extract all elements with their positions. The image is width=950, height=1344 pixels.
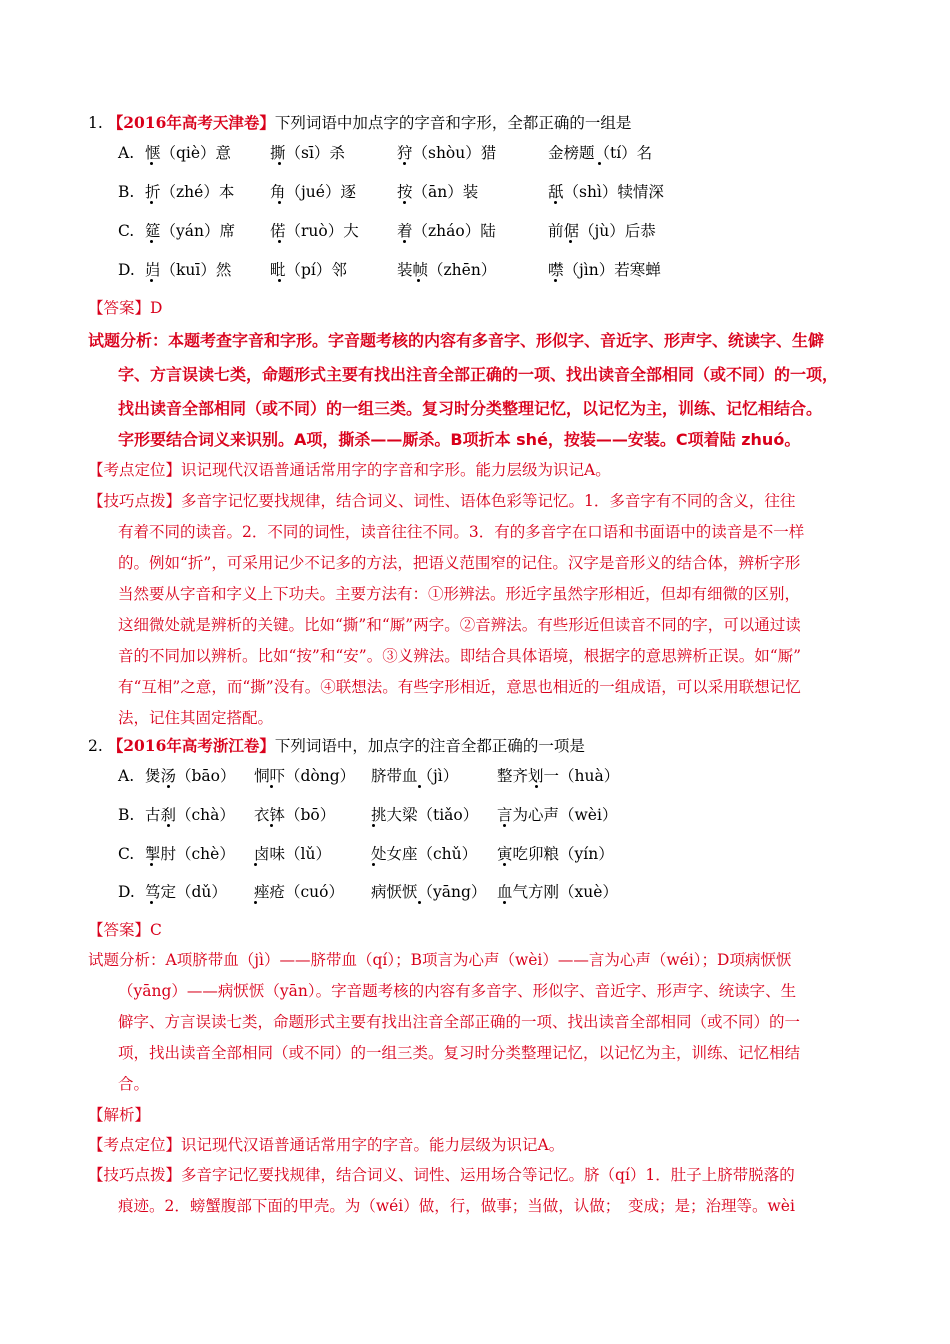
analysis-line: 试题分析：A项脐带血（jì）——脐带血（qí）；B项言为心声（wèi）——言为心声（wéi）；D项病恹恹 <box>88 951 792 969</box>
emphasis-dot <box>150 162 153 165</box>
emphasis-dot <box>372 824 375 827</box>
jiqiao-text: 多音字记忆要找规律，结合词义、词性、语体色彩等记忆。1．多音字有不同的含义，往往 <box>181 492 796 510</box>
answer-1 <box>88 298 162 318</box>
jiqiao-label: 【技巧点拨】 <box>88 492 182 510</box>
option-label: D. <box>118 883 135 901</box>
question-text: 下列词语中，加点字的注音全都正确的一项是 <box>274 737 585 755</box>
option-item: 病恹恹（yāng） <box>371 883 487 901</box>
analysis-line: 僻字、方言误读七类，命题形式主要有找出注音全部正确的一项、找出读音全部相同（或不同）的一 <box>118 1013 801 1031</box>
emphasis-dot <box>278 201 281 204</box>
analysis-line: 字形要结合词义来识别。A项，撕杀——厮杀。B项折本 shé，按装——安装。C项着陆 zhuó。 <box>118 430 801 449</box>
option-item: 惬（qiè）意 <box>145 144 232 162</box>
emphasis-dot <box>418 785 421 788</box>
option-label: B. <box>118 183 135 201</box>
question-1-stem <box>88 113 631 133</box>
option-item: 折（zhé）本 <box>145 183 235 201</box>
emphasis-dot <box>278 240 281 243</box>
emphasis-dot <box>503 901 506 904</box>
question-2-stem <box>88 736 585 756</box>
option-item: 煲汤（bāo） <box>145 767 236 785</box>
option-item: 舐（shì）犊情深 <box>548 183 664 201</box>
option-item: 偌（ruò）大 <box>270 222 359 240</box>
jiqiao-line: 有“互相”之意，而“撕”没有。④联想法。有些字形相近，意思也相近的一组成语，可以采用联想记忆 <box>118 678 801 696</box>
emphasis-dot <box>150 901 153 904</box>
jiqiao-line <box>88 486 795 517</box>
emphasis-dot <box>150 201 153 204</box>
option-item: 掣肘（chè） <box>145 845 235 863</box>
question-source: 【2016年高考天津卷】 <box>107 113 275 132</box>
emphasis-dot <box>503 824 506 827</box>
jiqiao-text: 多音字记忆要找规律，结合词义、词性、运用场合等记忆。脐（qí）1．肚子上脐带脱落的 <box>181 1166 795 1184</box>
question-number: 1. <box>88 114 103 132</box>
emphasis-dot <box>150 279 153 282</box>
answer-value: D <box>150 299 163 317</box>
emphasis-dot <box>403 162 406 165</box>
emphasis-dot <box>270 824 273 827</box>
option-item: 寅吃卯粮（yín） <box>497 845 614 863</box>
emphasis-dot <box>150 863 153 866</box>
emphasis-dot <box>403 240 406 243</box>
analysis-line: （yāng）——病恹恹（yān）。字音题考核的内容有多音字、形似字、音近字、形声字、统读字、生 <box>118 982 797 1000</box>
option-item: 着（zháo）陆 <box>397 222 496 240</box>
emphasis-dot <box>503 863 506 866</box>
emphasis-dot <box>270 785 273 788</box>
option-item: 按（ān）装 <box>397 183 479 201</box>
question-number: 2. <box>88 737 103 755</box>
answer-label: 【答案】 <box>88 921 151 939</box>
option-label: B. <box>118 806 135 824</box>
emphasis-dot <box>254 863 257 866</box>
option-item: 古刹（chà） <box>145 806 235 824</box>
option-label: C. <box>118 845 135 863</box>
answer-label: 【答案】 <box>88 299 151 317</box>
option-item: 噤（jìn）若寒蝉 <box>548 261 661 279</box>
jiqiao-line: 有着不同的读音。2．不同的词性，读音往往不同。3．有的多音字在口语和书面语中的读音是不一样 <box>118 523 805 541</box>
kaodian-label: 【考点定位】 <box>88 461 182 479</box>
emphasis-dot <box>598 162 601 165</box>
question-text: 下列词语中加点字的字音和字形，全都正确的一组是 <box>274 114 632 132</box>
option-item: 撕（sī）杀 <box>270 144 345 162</box>
option-item: 笃定（dǔ） <box>145 883 227 901</box>
emphasis-dot <box>254 901 257 904</box>
jiqiao-line: 当然要从字音和字义上下功夫。主要方法有：①形辨法。形近字虽然字形相近，但却有细微的区别， <box>118 585 801 603</box>
option-item: 衣钵（bō） <box>254 806 336 824</box>
emphasis-dot <box>554 279 557 282</box>
option-item: 金榜题（tí）名 <box>548 144 653 162</box>
kaodian-2 <box>88 1135 564 1155</box>
analysis-line: 项，找出读音全部相同（或不同）的一组三类。复习时分类整理记忆，以记忆为主，训练、记忆相结 <box>118 1044 801 1062</box>
kaodian-text: 识记现代汉语普通话常用字的字音和字形。能力层级为识记A。 <box>181 461 611 479</box>
option-item: 岿（kuī）然 <box>145 261 232 279</box>
jiqiao-line: 的。例如“折”，可采用记少不记多的方法，把语义范围窄的记住。汉字是音形义的结合体，辨析字形 <box>118 554 801 572</box>
option-item: 筵（yán）席 <box>145 222 235 240</box>
emphasis-dot <box>417 279 420 282</box>
analysis-line: 找出读音全部相同（或不同）的一组三类。复习时分类整理记忆，以记忆为主，训练、记忆相结合。 <box>118 399 823 418</box>
emphasis-dot <box>569 240 572 243</box>
question-source: 【2016年高考浙江卷】 <box>107 736 275 755</box>
emphasis-dot <box>535 785 538 788</box>
option-item: 前倨（jù）后恭 <box>548 222 656 240</box>
emphasis-dot <box>554 201 557 204</box>
answer-value: C <box>150 921 162 939</box>
option-label: C. <box>118 222 135 240</box>
kaodian-1 <box>88 460 611 480</box>
option-item: 恫吓（dòng） <box>254 767 356 785</box>
emphasis-dot <box>278 162 281 165</box>
emphasis-dot <box>278 279 281 282</box>
option-item: 卤味（lǔ） <box>254 845 331 863</box>
kaodian-label: 【考点定位】 <box>88 1136 182 1154</box>
option-item: 装帧（zhēn） <box>397 261 497 279</box>
option-item: 狩（shòu）猎 <box>397 144 497 162</box>
emphasis-dot <box>403 201 406 204</box>
option-item: 整齐划一（huà） <box>497 767 620 785</box>
option-item: 处女座（chǔ） <box>371 845 478 863</box>
option-label: A. <box>118 767 135 785</box>
option-item: 挑大梁（tiǎo） <box>371 806 479 824</box>
answer-2 <box>88 920 162 940</box>
jiqiao-line: 痕迹。2．螃蟹腹部下面的甲壳。为（wéi）做，行，做事；当做，认做； 变成；是；治理等。wèi <box>118 1197 795 1215</box>
emphasis-dot <box>418 901 421 904</box>
jiqiao-line: 法，记住其固定搭配。 <box>118 709 274 727</box>
option-item: 脐带血（jì） <box>371 767 459 785</box>
jiqiao-line: 这细微处就是辨析的关键。比如“撕”和“厮”两字。②音辨法。有些形近但读音不同的字，可以通过读 <box>118 616 801 634</box>
option-item: 痤疮（cuó） <box>254 883 344 901</box>
option-label: A. <box>118 144 135 162</box>
jiexi-label: 【解析】 <box>88 1106 151 1124</box>
emphasis-dot <box>167 785 170 788</box>
jiqiao-line: 音的不同加以辨析。比如“按”和“安”。③义辨法。即结合具体语境，根据字的意思辨析正误。如“厮” <box>118 647 802 665</box>
emphasis-dot <box>167 824 170 827</box>
option-item: 血气方刚（xuè） <box>497 883 618 901</box>
jiqiao-line <box>88 1160 795 1191</box>
option-item: 角（jué）逐 <box>270 183 356 201</box>
emphasis-dot <box>372 863 375 866</box>
jiqiao-label: 【技巧点拨】 <box>88 1166 182 1184</box>
analysis-line: 试题分析：本题考查字音和字形。字音题考核的内容有多音字、形似字、音近字、形声字、统读字、生僻 <box>88 331 825 350</box>
option-item: 言为心声（wèi） <box>497 806 618 824</box>
option-item: 毗（pí）邻 <box>270 261 347 279</box>
analysis-line: 字、方言误读七类，命题形式主要有找出注音全部正确的一项、找出读音全部相同（或不同）的一项， <box>118 365 839 384</box>
emphasis-dot <box>150 240 153 243</box>
analysis-line: 合。 <box>118 1075 150 1093</box>
kaodian-text: 识记现代汉语普通话常用字的字音。能力层级为识记A。 <box>181 1136 565 1154</box>
option-label: D. <box>118 261 135 279</box>
